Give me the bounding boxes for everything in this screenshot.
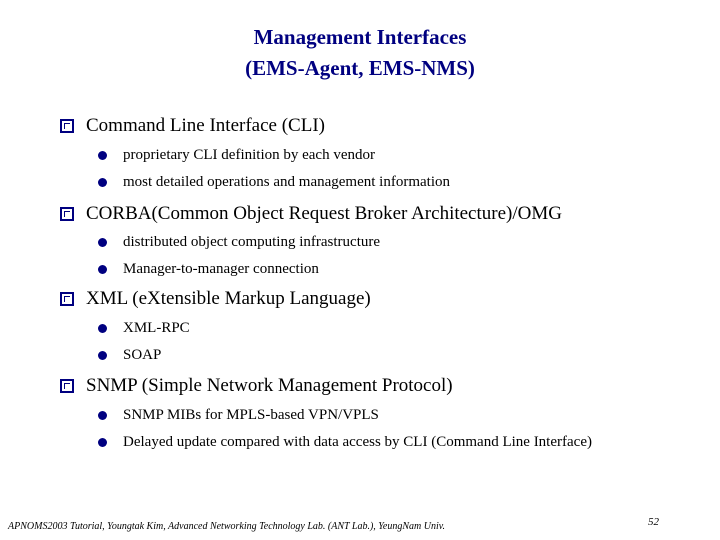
section-heading-cli (60, 114, 325, 138)
section-heading-text: CORBA(Common Object Request Broker Architecture)/OMG (86, 203, 562, 224)
circle-bullet-icon (98, 265, 107, 274)
list-item-text: distributed object computing infrastructure (123, 233, 381, 250)
circle-bullet-icon (98, 238, 107, 247)
list-item (98, 232, 380, 252)
title-line-1: Management Interfaces (253, 25, 467, 49)
circle-bullet-icon (98, 438, 107, 447)
section-heading-text: SNMP (Simple Network Management Protocol) (86, 375, 453, 396)
square-bullet-icon (60, 207, 74, 221)
section-heading-text: Command Line Interface (CLI) (86, 115, 325, 136)
list-item-text: SNMP MIBs for MPLS-based VPN/VPLS (123, 406, 379, 423)
square-bullet-icon (60, 292, 74, 306)
list-item-text: SOAP (123, 346, 162, 363)
list-item-text: XML-RPC (123, 319, 190, 336)
list-item-text: Delayed update compared with data access by CLI (Command Line Interface) (123, 433, 592, 450)
list-item (98, 318, 190, 338)
page-number: 52 (648, 516, 659, 528)
list-item-text: most detailed operations and management information (123, 173, 450, 190)
list-item (98, 172, 450, 192)
list-item (98, 345, 161, 365)
list-item (98, 259, 319, 279)
section-heading-text: XML (eXtensible Markup Language) (86, 288, 371, 309)
title-line-2: (EMS-Agent, EMS-NMS) (245, 56, 475, 80)
list-item (98, 432, 592, 452)
slide-footer: APNOMS2003 Tutorial, Youngtak Kim, Advanced Networking Technology Lab. (ANT Lab.), YeungNam Univ. (8, 521, 445, 532)
list-item (98, 405, 379, 425)
circle-bullet-icon (98, 178, 107, 187)
square-bullet-icon (60, 379, 74, 393)
list-item (98, 145, 375, 165)
circle-bullet-icon (98, 324, 107, 333)
circle-bullet-icon (98, 411, 107, 420)
section-heading-corba (60, 202, 562, 226)
circle-bullet-icon (98, 351, 107, 360)
square-bullet-icon (60, 119, 74, 133)
section-heading-xml (60, 287, 371, 311)
list-item-text: Manager-to-manager connection (123, 260, 319, 277)
circle-bullet-icon (98, 151, 107, 160)
section-heading-snmp (60, 374, 453, 398)
list-item-text: proprietary CLI definition by each vendor (123, 146, 375, 163)
